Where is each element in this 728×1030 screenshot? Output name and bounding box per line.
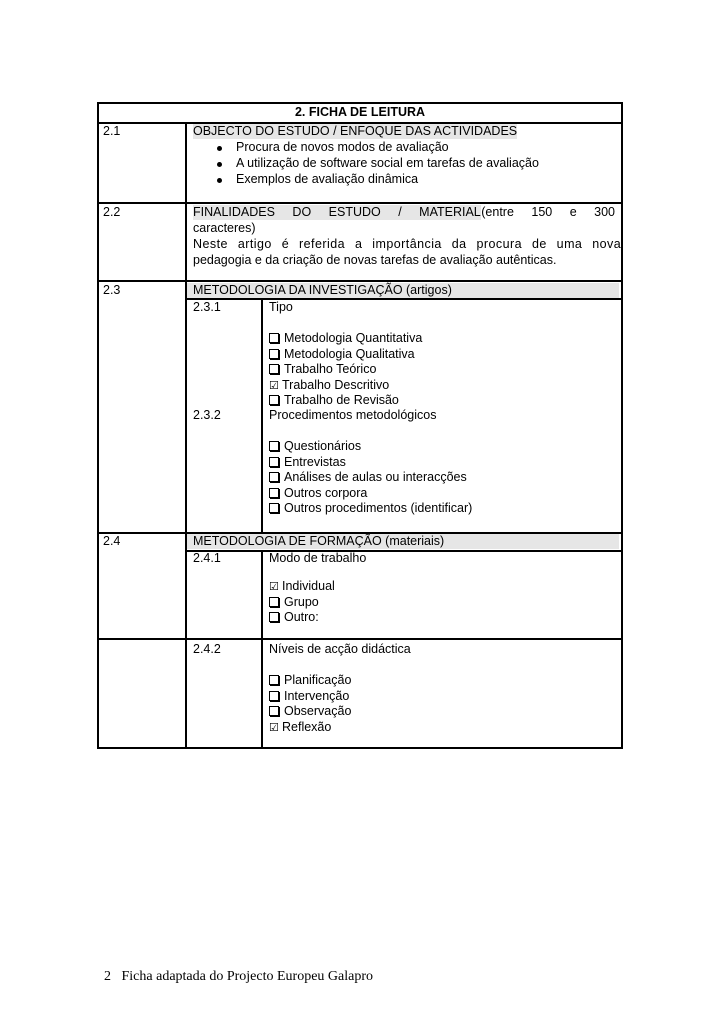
- checkbox-label: Intervenção: [284, 688, 350, 703]
- checkbox-icon: [269, 395, 279, 405]
- subsection-2-4-2-label: Níveis de acção didáctica: [269, 642, 411, 656]
- subsection-2-4-2-number: 2.4.2: [193, 642, 221, 656]
- checkbox-option[interactable]: [269, 331, 422, 346]
- checkbox-label: Outros procedimentos (identificar): [284, 501, 473, 515]
- checkbox-label: Metodologia Qualitativa: [284, 346, 415, 361]
- subsection-2-3-1-number: 2.3.1: [193, 300, 221, 314]
- reading-sheet-table: [97, 102, 623, 749]
- checked-box-icon: ☑: [269, 580, 279, 593]
- checkbox-icon: [269, 364, 279, 374]
- checkbox-label: Outros corpora: [284, 485, 368, 500]
- sheet-title: 2. FICHA DE LEITURA: [294, 105, 426, 119]
- section-2-4-heading-tail: (materiais): [381, 534, 445, 548]
- checkbox-label: Grupo: [284, 594, 319, 609]
- bullet-item: Exemplos de avaliação dinâmica: [236, 172, 419, 186]
- checkbox-option[interactable]: [269, 704, 351, 719]
- rule-2-4-1: [99, 638, 621, 640]
- section-2-3-heading: METODOLOGIA DA INVESTIGAÇÃO: [193, 283, 403, 297]
- rule-2-1: [99, 202, 621, 204]
- checkbox-option[interactable]: [269, 362, 376, 377]
- section-2-2-line2: caracteres): [193, 221, 256, 235]
- bullet-icon: [217, 178, 222, 183]
- checkbox-label: Trabalho de Revisão: [284, 393, 399, 407]
- checkbox-option[interactable]: [269, 470, 467, 485]
- subsection-2-3-2-number: 2.3.2: [193, 408, 221, 422]
- col-divider-2a: [261, 298, 263, 532]
- checkbox-label: Trabalho Teórico: [284, 362, 377, 376]
- section-2-2-heading-tail: (entre 150 e 300: [481, 205, 615, 219]
- checked-box-icon: ☑: [269, 378, 279, 392]
- checkbox-option[interactable]: [269, 486, 367, 501]
- col-divider-2b: [261, 550, 263, 749]
- section-2-4-number: 2.4: [103, 534, 121, 548]
- col-divider-1: [185, 122, 187, 749]
- checkbox-option[interactable]: [269, 455, 346, 470]
- subsection-2-3-2-label: Procedimentos metodológicos: [269, 408, 437, 422]
- bullet-icon: [217, 146, 222, 151]
- section-2-4-heading: METODOLOGIA DE FORMAÇÃO: [193, 534, 382, 548]
- checkbox-icon: [269, 333, 279, 343]
- checkbox-icon: [269, 457, 279, 467]
- checkbox-icon: [269, 472, 279, 482]
- checkbox-label: Outro:: [284, 610, 319, 624]
- checkbox-label: Metodologia Quantitativa: [284, 331, 423, 345]
- checkbox-option[interactable]: [269, 439, 361, 454]
- section-2-3-number: 2.3: [103, 283, 121, 297]
- checkbox-option[interactable]: [269, 501, 472, 516]
- bullet-item: A utilização de software social em tarefas de avaliação: [236, 156, 539, 170]
- checkbox-icon: [269, 706, 279, 716]
- subsection-2-4-1-number: 2.4.1: [193, 551, 221, 565]
- checkbox-label: Trabalho Descritivo: [282, 377, 390, 392]
- rule-2-4-heading: [185, 550, 621, 552]
- checkbox-label: Análises de aulas ou interacções: [284, 470, 467, 484]
- checkbox-option[interactable]: [269, 689, 349, 704]
- footnote-text: Ficha adaptada do Projecto Europeu Galapro: [121, 969, 374, 984]
- checkbox-icon: [269, 612, 279, 622]
- checkbox-icon: [269, 691, 279, 701]
- section-2-2-heading: FINALIDADES DO ESTUDO / MATERIAL: [193, 205, 481, 219]
- checkbox-icon: [269, 441, 279, 451]
- section-2-1-number: 2.1: [103, 124, 121, 138]
- checkbox-label: Entrevistas: [284, 454, 346, 469]
- section-2-2-body-2: pedagogia e da criação de novas tarefas de avaliação autênticas.: [193, 253, 557, 267]
- checkbox-label: Planificação: [284, 673, 352, 687]
- checkbox-icon: [269, 503, 279, 513]
- checkbox-option[interactable]: [269, 673, 351, 688]
- bullet-icon: [217, 162, 222, 167]
- checkbox-icon: [269, 488, 279, 498]
- checkbox-label: Questionários: [284, 439, 362, 453]
- section-2-2-body-1-text: Neste artigo é referida a importância da procura de uma nova: [193, 237, 622, 251]
- checkbox-option[interactable]: [269, 393, 399, 408]
- checkbox-icon: [269, 675, 279, 685]
- section-2-2-body-1: [193, 237, 622, 252]
- checkbox-option[interactable]: [269, 595, 319, 610]
- checkbox-label: Reflexão: [282, 719, 332, 734]
- section-2-1-heading: OBJECTO DO ESTUDO / ENFOQUE DAS ACTIVIDADES: [193, 124, 518, 138]
- footnote: [104, 969, 373, 985]
- section-2-3-heading-bar: [187, 283, 619, 298]
- subsection-2-3-1-label: Tipo: [269, 300, 293, 314]
- checkbox-option[interactable]: [269, 720, 331, 735]
- rule-2-3-heading: [185, 298, 621, 300]
- section-2-3-heading-tail: (artigos): [402, 283, 452, 297]
- checkbox-option[interactable]: [269, 378, 389, 393]
- checkbox-icon: [269, 597, 279, 607]
- footnote-number: 2: [104, 969, 111, 984]
- checkbox-label: Observação: [284, 704, 352, 718]
- section-2-2-number: 2.2: [103, 205, 121, 219]
- checkbox-icon: [269, 349, 279, 359]
- rule-2-2: [99, 280, 621, 282]
- subsection-2-4-1-label: Modo de trabalho: [269, 551, 367, 565]
- checked-box-icon: ☑: [269, 720, 279, 734]
- checkbox-label: Individual: [282, 579, 335, 593]
- checkbox-option[interactable]: [269, 610, 319, 625]
- section-2-4-heading-bar: [187, 534, 619, 549]
- bullet-item: Procura de novos modos de avaliação: [236, 140, 449, 154]
- section-2-2-heading-line: [193, 205, 615, 220]
- checkbox-option[interactable]: [269, 347, 415, 362]
- checkbox-option[interactable]: [269, 579, 335, 594]
